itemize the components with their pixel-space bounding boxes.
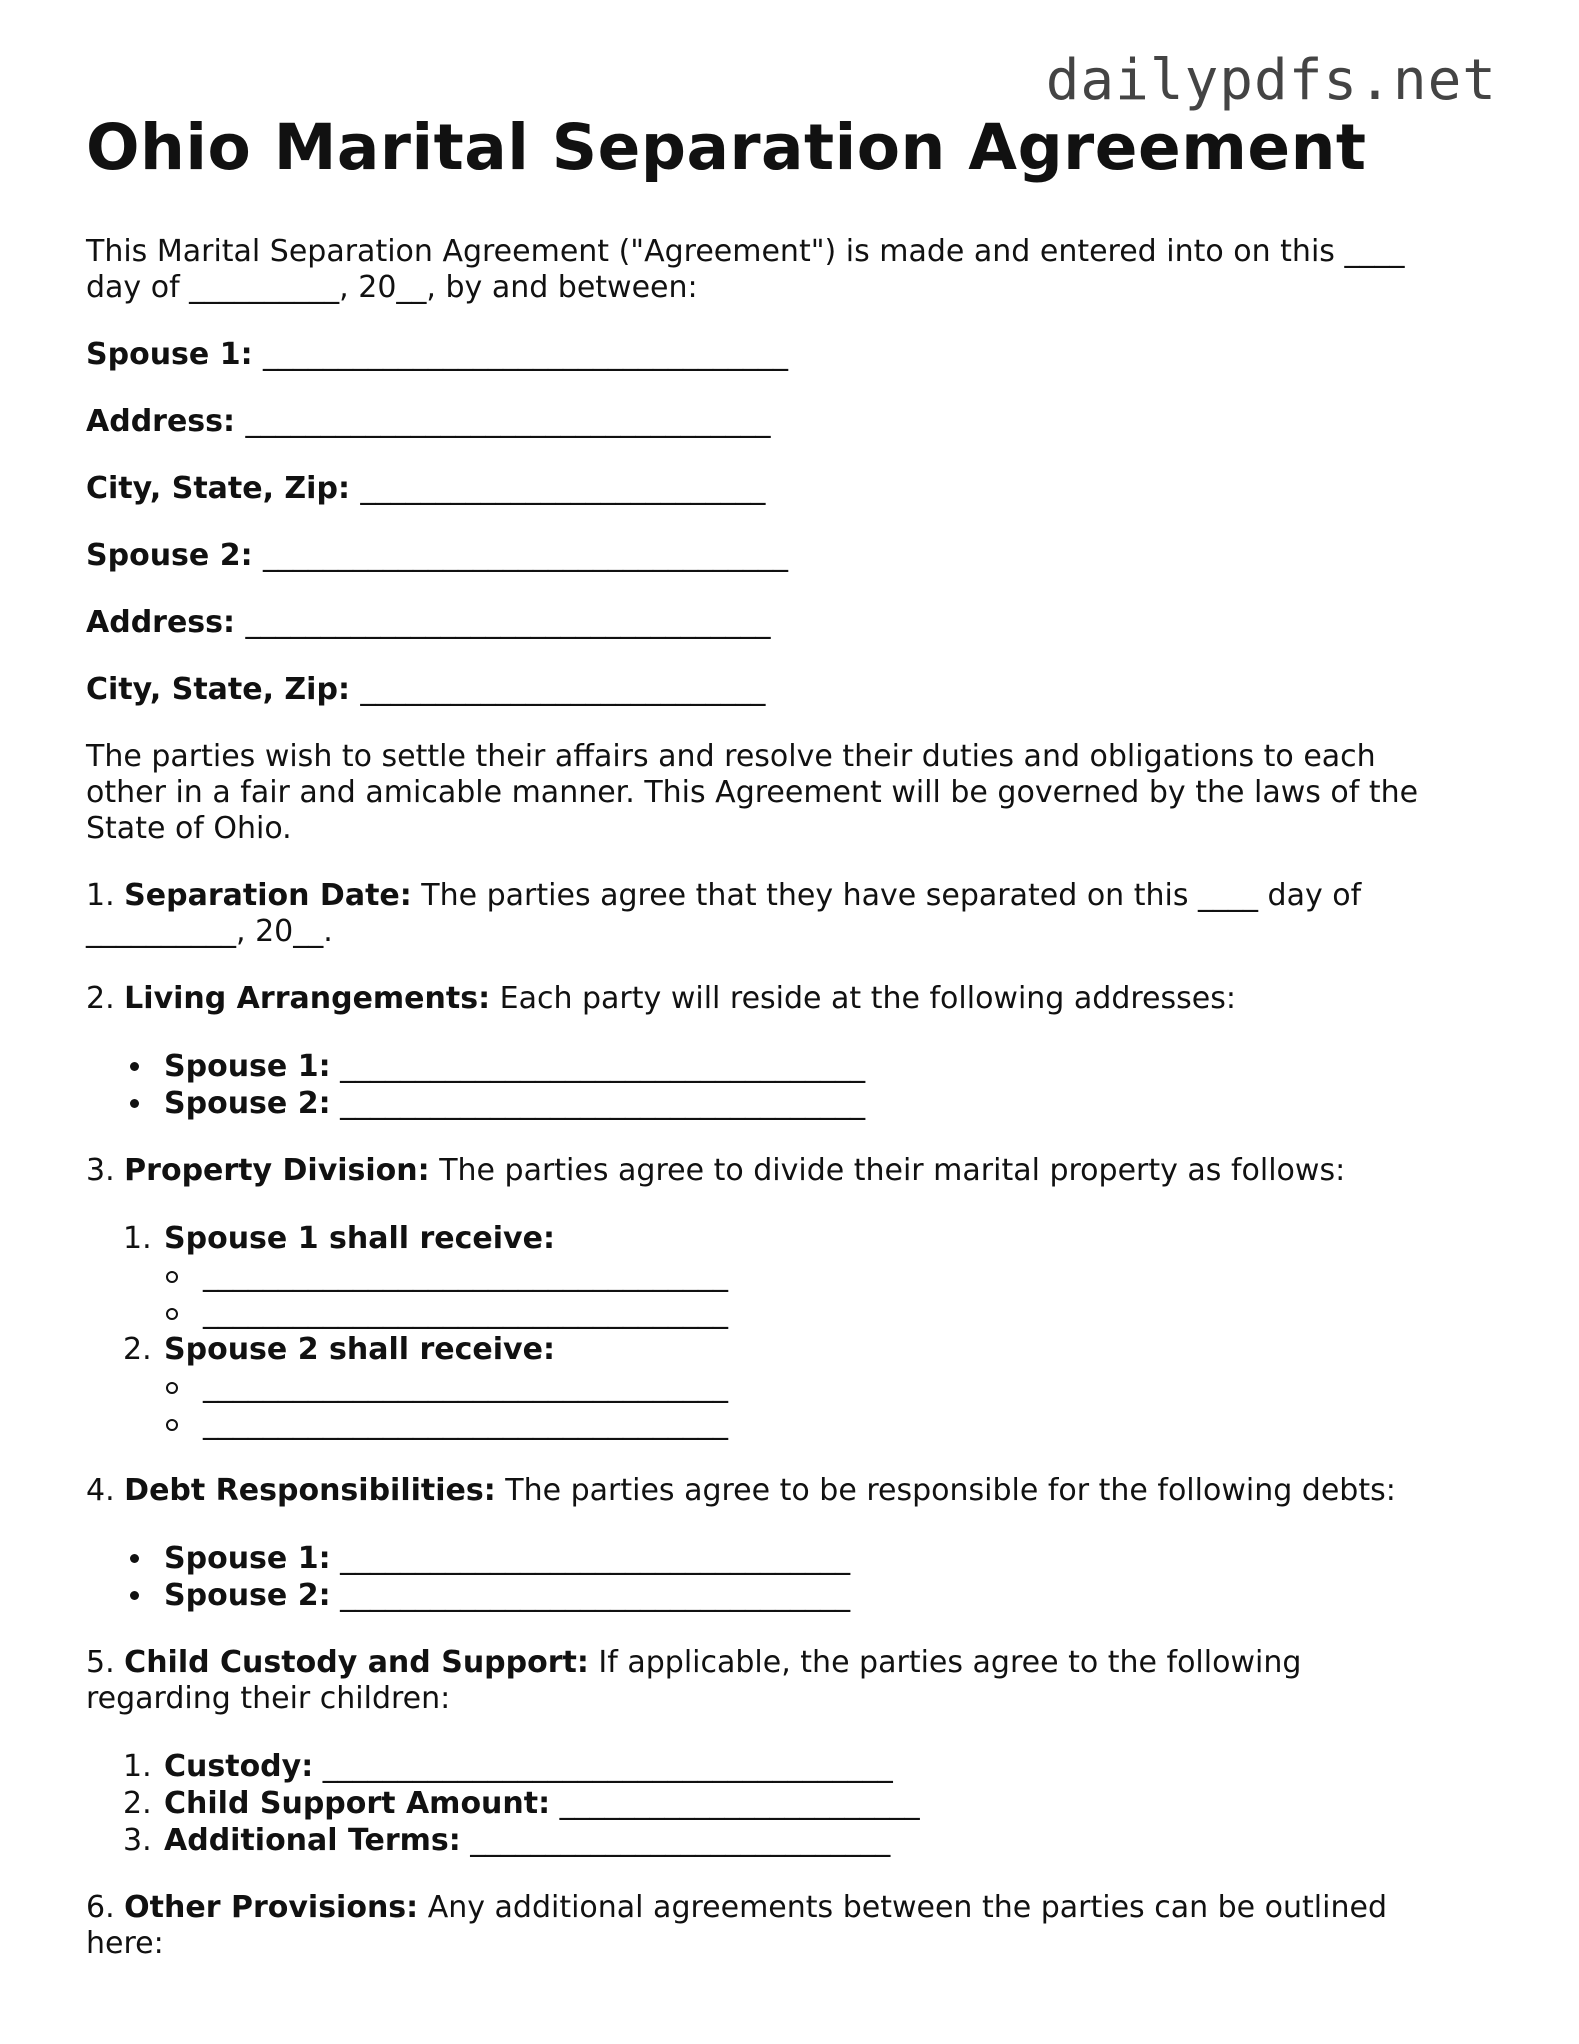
section-heading: Debt Responsibilities: xyxy=(124,1473,496,1508)
section-debt-responsibilities: 4. Debt Responsibilities: The parties agree to be responsible for the following debts: Spouse 1: __________________________________ Spouse 2: __________________________________ xyxy=(86,1473,1496,1614)
living-spouse1-field[interactable]: Spouse 1: ___________________________________ xyxy=(125,1048,1496,1085)
property-spouse1-item: 1. Spouse 1 shall receive: ___________________________________ ___________________________________ xyxy=(125,1220,1496,1331)
additional-terms-field[interactable]: 3. Additional Terms: ____________________________ xyxy=(123,1823,891,1858)
section-heading: Other Provisions: xyxy=(124,1890,419,1925)
property-spouse1-blank[interactable]: ___________________________________ xyxy=(164,1257,1496,1294)
spouse2-city-field[interactable]: City, State, Zip: ___________________________ xyxy=(86,672,766,707)
section-heading: Child Custody and Support: xyxy=(124,1645,589,1680)
spouse1-name-field[interactable]: Spouse 1: ___________________________________ xyxy=(86,337,789,372)
property-spouse2-blank[interactable]: ___________________________________ xyxy=(164,1368,1496,1405)
debt-spouse1-field[interactable]: Spouse 1: __________________________________ xyxy=(125,1540,1496,1577)
section-heading: Living Arrangements: xyxy=(124,981,491,1016)
spouse1-city-field[interactable]: City, State, Zip: ___________________________ xyxy=(86,471,766,506)
spouse1-address-field[interactable]: Address: ___________________________________ xyxy=(86,404,771,439)
living-spouse2-field[interactable]: Spouse 2: ___________________________________ xyxy=(125,1085,1496,1122)
separation-date-field[interactable]: __________, 20__. xyxy=(86,914,333,949)
preamble-paragraph: The parties wish to settle their affairs and resolve their duties and obligations to each other in a fair and amicable manner. This Agreement will be governed by the laws of the State of Ohio. xyxy=(86,739,1419,846)
intro-paragraph: This Marital Separation Agreement ("Agreement") is made and entered into on this ____ day of __________, 20__, by and between: xyxy=(86,234,1405,305)
spouse2-name-field[interactable]: Spouse 2: ___________________________________ xyxy=(86,538,789,573)
section-heading: Property Division: xyxy=(124,1153,430,1188)
spouse2-address-field[interactable]: Address: ___________________________________ xyxy=(86,605,771,640)
section-heading: Separation Date: xyxy=(124,878,412,913)
child-support-field[interactable]: 2. Child Support Amount: ________________________ xyxy=(123,1786,920,1821)
custody-field[interactable]: 1. Custody: ______________________________________ xyxy=(123,1749,893,1784)
section-child-custody: 5. Child Custody and Support: If applicable, the parties agree to the following regarding their children: 1. Custody: ______________________________________ 2. Child Support Amount: ________________________ 3. Additional Terms: ____________________________ xyxy=(86,1645,1496,1859)
property-spouse1-blank[interactable]: ___________________________________ xyxy=(164,1294,1496,1331)
section-other-provisions: 6. Other Provisions: Any additional agreements between the parties can be outlined here: xyxy=(86,1890,1387,1961)
section-property-division: 3. Property Division: The parties agree to divide their marital property as follows: 1. Spouse 1 shall receive: ___________________________________ ___________________________________ 2. Spouse 2 shall receive: ___________________________________ ___________________________________ xyxy=(86,1153,1496,1442)
debt-spouse2-field[interactable]: Spouse 2: __________________________________ xyxy=(125,1577,1496,1614)
section-separation-date: 1. Separation Date: The parties agree that they have separated on this ____ day of __________, 20__. xyxy=(86,878,1496,950)
document-page xyxy=(86,108,1496,1962)
watermark: dailypdfs.net xyxy=(1045,48,1497,113)
property-spouse2-blank[interactable]: ___________________________________ xyxy=(164,1405,1496,1442)
document-title: Ohio Marital Separation Agreement xyxy=(86,111,1367,184)
section-living-arrangements: 2. Living Arrangements: Each party will reside at the following addresses: Spouse 1: ___________________________________ Spouse 2: ___________________________________ xyxy=(86,981,1496,1122)
property-spouse2-item: 2. Spouse 2 shall receive: ___________________________________ ___________________________________ xyxy=(125,1331,1496,1442)
